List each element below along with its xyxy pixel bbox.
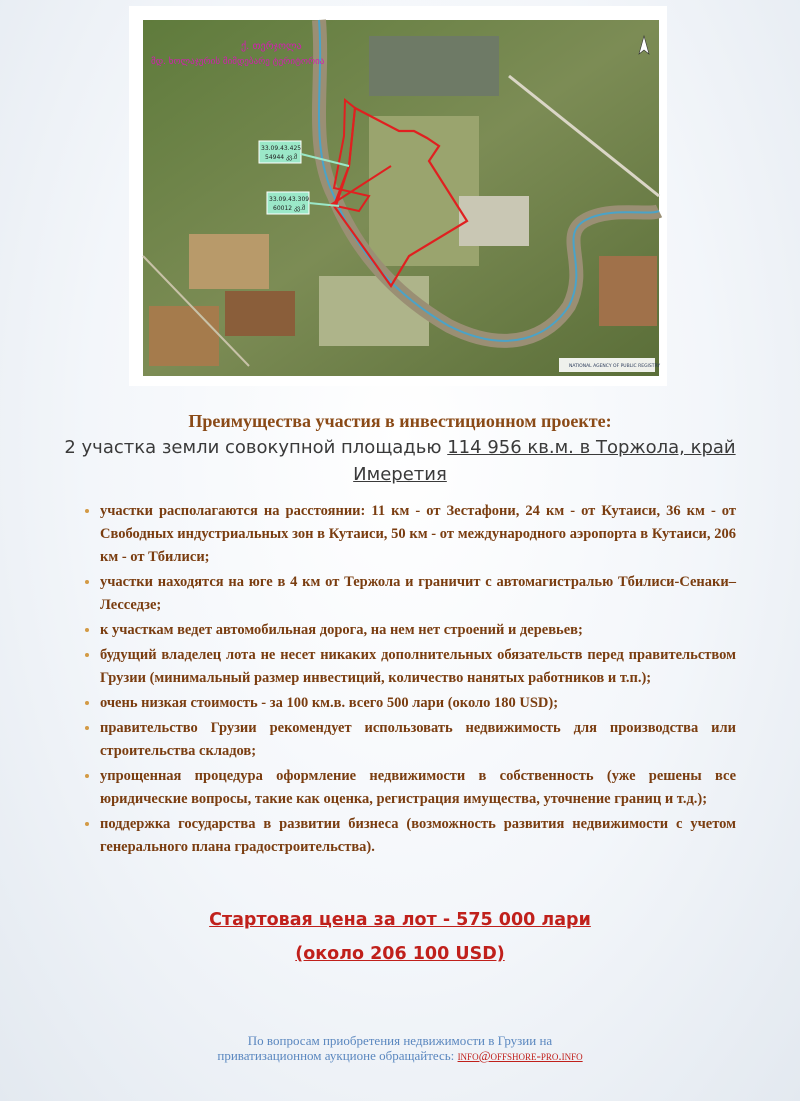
footer-line2: [0, 1048, 800, 1063]
list-item: • к участкам ведет автомобильная дорога, на нем нет строений и деревьев;: [100, 619, 736, 642]
agency-logo-text: NATIONAL AGENCY OF PUBLIC REGISTRY: [569, 364, 661, 369]
industrial-area: [369, 36, 499, 96]
industrial-area: [459, 196, 529, 246]
parcel1-code-text: 33.09.43.425: [261, 145, 302, 152]
field-patch: [599, 256, 657, 326]
footer-line1: По вопросам приобретения недвижимости в Грузии на: [247, 1033, 553, 1048]
map-title-line2: მდ. ხოლაჯურის მიმდებარე ტერიტორია: [151, 57, 325, 67]
field-patch: [319, 276, 429, 346]
headline-plots-link[interactable]: 114 956 кв.м. в Торжола, край Имеретия: [353, 437, 736, 485]
contact-footer: [0, 1033, 800, 1063]
project-headline: [0, 408, 800, 488]
field-patch: [189, 234, 269, 289]
list-item: • правительство Грузии рекомендует использовать недвижимость для производства или строительства складов;: [100, 717, 736, 763]
contact-email-link[interactable]: info@offshore-pro.info: [457, 1048, 583, 1063]
list-item: • поддержка государства в развитии бизнеса (возможность развития недвижимости с учетом генерального плана градостроительства).: [100, 813, 736, 859]
headline-plots: [0, 434, 800, 488]
aerial-map: [129, 6, 667, 386]
list-item: • будущий владелец лота не несет никаких дополнительных обязательств перед правительством Грузии (минимальный размер инвестиций, количество нанятых работников и т.п.);: [100, 644, 736, 690]
list-item: • очень низкая стоимость - за 100 км.в. всего 500 лари (около 180 USD);: [100, 692, 736, 715]
field-patch: [225, 291, 295, 336]
footer-line2-text: приватизационном аукционе обращайтесь:: [217, 1048, 458, 1063]
starting-price-usd: (около 206 100 USD): [295, 944, 505, 964]
headline-advantages: Преимущества участия в инвестиционном проекте:: [188, 411, 612, 431]
parcel2-code-text: 33.09.43.309: [269, 196, 310, 203]
headline-plots-prefix: 2 участка земли совокупной площадью: [64, 437, 448, 458]
parcel2-area-text: 60012 კვ.მ: [273, 205, 306, 212]
list-item: • участки находятся на юге в 4 км от Тержола и граничит с автомагистралью Тбилиси-Сенаки–Лесседзе;: [100, 571, 736, 617]
list-item: • участки располагаются на расстоянии: 11 км - от Зестафони, 24 км - от Кутаиси, 36 км - от Свободных индустриальных зон в Кутаиси, 50 км - от международного аэропорта в Кутаиси, 206 км - от Тбилиси;: [100, 500, 736, 569]
aerial-map-image: [129, 6, 667, 386]
map-title-line1: ქ. თერჯოლა: [241, 41, 302, 52]
advantages-list: [62, 500, 736, 861]
parcel1-area-text: 54944 კვ.მ: [265, 154, 298, 161]
starting-price: Стартовая цена за лот - 575 000 лари: [209, 910, 591, 930]
field-patch: [149, 306, 219, 366]
list-item: • упрощенная процедура оформление недвижимости в собственность (уже решены все юридические вопросы, такие как оценка, регистрация имущества, уточнение границ и т.д.);: [100, 765, 736, 811]
